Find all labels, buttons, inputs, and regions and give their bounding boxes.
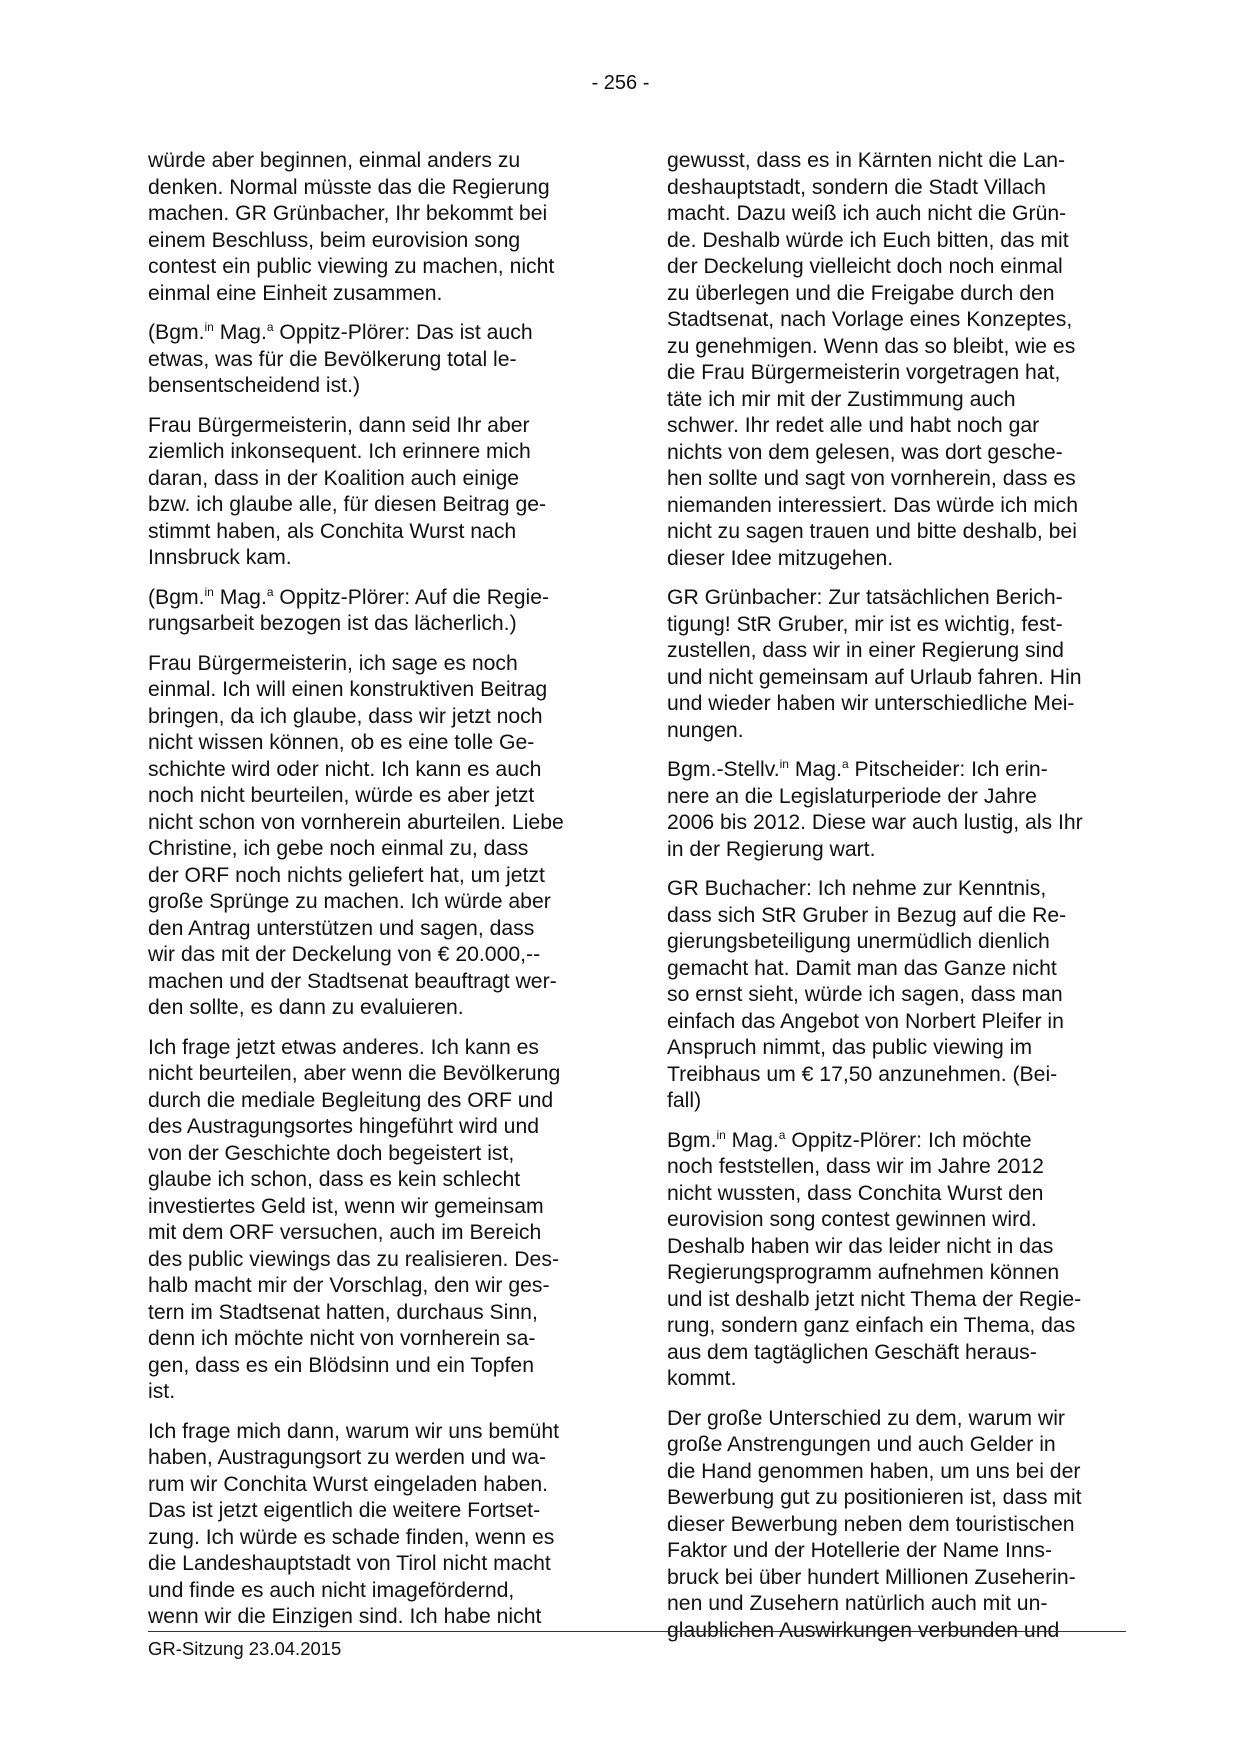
- paragraph: Ich frage mich dann, warum wir uns bemüht haben, Austragungsort zu werden und wa- rum wir Conchita Wurst eingeladen haben. Das ist jetzt eigentlich die weitere Fortset- zung. Ich würde es schade finden, wenn es die Landeshauptstadt von Tirol nicht macht und finde es auch nicht imagefördernd, wenn wir die Einzigen sind. Ich habe nicht: [148, 1419, 559, 1628]
- page-number: - 256 -: [591, 72, 650, 94]
- paragraph: Ich frage jetzt etwas anderes. Ich kann es nicht beurteilen, aber wenn die Bevölkerung durch die mediale Begleitung des ORF und des Austragungsortes hingeführt wird und von der Geschichte doch begeistert ist, glaube ich schon, dass es kein schlecht investiertes Geld ist, wenn wir gemeinsam mit dem ORF versuchen, auch im Bereich des public viewings das zu realisieren. Des- halb macht mir der Vorschlag, den wir ges- tern im Stadtsenat hatten, durchaus Sinn, denn ich möchte nicht von vornherein sa- gen, dass es ein Blödsinn und ein Topfen ist.: [148, 1035, 561, 1403]
- interjection: (Bgm.$^{in}$ Mag.$^a$ Oppitz-Plörer: Das ist auch etwas, was für die Bevölkerung total le- bensentscheidend ist.): [148, 320, 533, 397]
- footer-divider: [148, 1631, 1126, 1632]
- right-column: [667, 148, 1127, 1657]
- paragraph: Bgm.-Stellv.$^{in}$ Mag.$^a$ Pitscheider: Ich erin- nere an die Legislaturperiode der Jahre 2006 bis 2012. Diese war auch lustig, als Ihr in der Regierung wart.: [667, 757, 1083, 861]
- left-column: [148, 148, 603, 1644]
- paragraph: Frau Bürgermeisterin, dann seid Ihr aber ziemlich inkonsequent. Ich erinnere mich daran, dass in der Koalition auch einige bzw. ich glaube alle, für diesen Beitrag ge- stimmt haben, als Conchita Wurst nach Innsbruck kam.: [148, 413, 547, 569]
- interjection: (Bgm.$^{in}$ Mag.$^a$ Oppitz-Plörer: Auf die Regie- rungsarbeit bezogen ist das lächerlich.): [148, 584, 550, 635]
- paragraph: GR Buchacher: Ich nehme zur Kenntnis, dass sich StR Gruber in Bezug auf die Re- gierungsbeteiligung unermüdlich dienlich gemacht hat. Damit man das Ganze nicht so ernst sieht, würde ich sagen, dass man einfach das Angebot von Norbert Pleifer in Anspruch nimmt, das public viewing im Treibhaus um € 17,50 anzunehmen. (Bei- fall): [667, 877, 1067, 1112]
- paragraph: gewusst, dass es in Kärnten nicht die Lan- deshauptstadt, sondern die Stadt Villach macht. Dazu weiß ich auch nicht die Grün- de. Deshalb würde ich Euch bitten, das mit der Deckelung vielleicht doch noch einmal zu überlegen und die Freigabe durch den Stadtsenat, nach Vorlage eines Konzeptes, zu genehmigen. Wenn das so bleibt, wie es die Frau Bürgermeisterin vorgetragen hat, täte ich mir mit der Zustimmung auch schwer. Ihr redet alle und habt noch gar nichts von dem gelesen, was dort gesche- hen sollte und sagt von vornherein, dass es niemanden interessiert. Das würde ich mich nicht zu sagen trauen und bitte deshalb, bei dieser Idee mitzugehen.: [667, 149, 1078, 570]
- paragraph: Bgm.$^{in}$ Mag.$^a$ Oppitz-Plörer: Ich möchte noch feststellen, dass wir im Jahre 2012 nicht wussten, dass Conchita Wurst den eurovision song contest gewinnen wird. Deshalb haben wir das leider nicht in das Regierungsprogramm aufnehmen können und ist deshalb jetzt nicht Thema der Regie- rung, sondern ganz einfach ein Thema, das aus dem tagtäglichen Geschäft heraus- kommt.: [667, 1127, 1082, 1390]
- paragraph: Frau Bürgermeisterin, ich sage es noch einmal. Ich will einen konstruktiven Beitrag bringen, da ich glaube, dass wir jetzt noch nicht wissen können, ob es eine tolle Ge- schichte wird oder nicht. Ich kann es auch noch nicht beurteilen, würde es aber jetzt nicht schon von vornherein aburteilen. Liebe Christine, ich gebe noch einmal zu, dass der ORF noch nichts geliefert hat, um jetzt große Sprünge zu machen. Ich würde aber den Antrag unterstützen und sagen, dass wir das mit der Deckelung von € 20.000,-- machen und der Stadtsenat beauftragt wer- den sollte, es dann zu evaluieren.: [148, 651, 564, 1019]
- paragraph: Der große Unterschied zu dem, warum wir große Anstrengungen und auch Gelder in die Hand genommen haben, um uns bei der Bewerbung gut zu positionieren ist, dass mit dieser Bewerbung neben dem touristischen Faktor und der Hotellerie der Name Inns- bruck bei über hundert Millionen Zuseherin- nen und Zusehern natürlich auch mit un- glaublichen Auswirkungen verbunden und: [667, 1406, 1082, 1642]
- footer-session-date: GR-Sitzung 23.04.2015: [148, 1638, 342, 1659]
- paragraph: würde aber beginnen, einmal anders zu denken. Normal müsste das die Regierung machen. GR Grünbacher, Ihr bekommt bei einem Beschluss, beim eurovision song contest ein public viewing zu machen, nicht einmal eine Einheit zusammen.: [148, 149, 555, 305]
- paragraph: GR Grünbacher: Zur tatsächlichen Berich- tigung! StR Gruber, mir ist es wichtig, fest- zustellen, dass wir in einer Regierung sind und nicht gemeinsam auf Urlaub fahren. Hin und wieder haben wir unterschiedliche Mei- nungen.: [667, 586, 1082, 742]
